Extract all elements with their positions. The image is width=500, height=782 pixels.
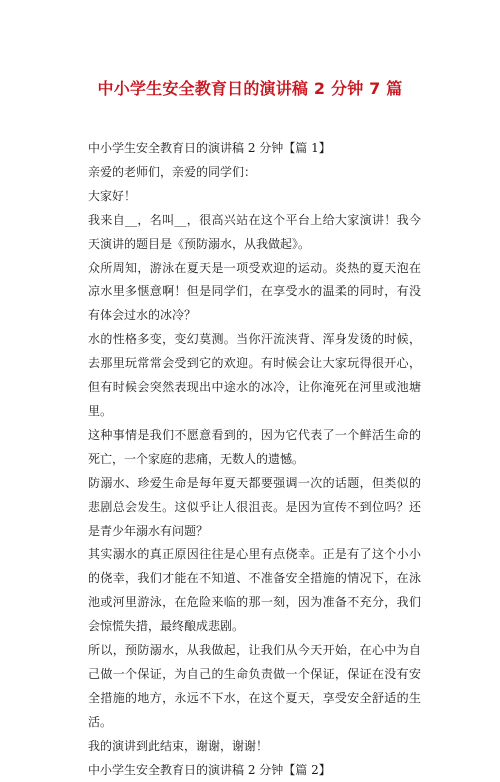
- greeting: 大家好！: [88, 188, 137, 203]
- paragraph: 防溺水、珍爱生命是每年夏天都要强调一次的话题，但类似的悲剧总会发生。这似乎让人很沮丧。是因为宣传不到位吗？还是青少年溺水有问题？: [88, 475, 421, 538]
- paragraph: 众所周知，游泳在夏天是一项受欢迎的运动。炎热的夏天泡在凉水里多惬意啊！但是同学们，在享受水的温柔的同时，有没有体会过水的冰冷？: [88, 260, 421, 323]
- paragraph: 所以，预防溺水，从我做起，让我们从今天开始，在心中为自己做一个保证，为自己的生命负责做一个保证，保证在没有安全措施的地方，永远不下水，在这个夏天，享受安全舒适的生活。: [88, 643, 421, 729]
- document-body: [88, 137, 421, 782]
- paragraph: 其实溺水的真正原因往往是心里有点侥幸。正是有了这个小小的侥幸，我们才能在不知道、不准备安全措施的情况下，在泳池或河里游泳，在危险来临的那一刻，因为准备不充分，我们会惊慌失措，最终酿成悲剧。: [88, 547, 421, 634]
- paragraph: 这种事情是我们不愿意看到的，因为它代表了一个鲜活生命的死亡，一个家庭的悲痛，无数人的遗憾。: [88, 427, 421, 466]
- closing: 我的演讲到此结束，谢谢，谢谢！: [88, 738, 269, 753]
- section-heading: 中小学生安全教育日的演讲稿 2 分钟【篇 1】: [88, 141, 331, 155]
- salutation: 亲爱的老师们，亲爱的同学们：: [88, 164, 257, 179]
- section-heading: 中小学生安全教育日的演讲稿 2 分钟【篇 2】: [88, 762, 331, 777]
- document-title: 中小学生安全教育日的演讲稿 2 分钟 7 篇: [97, 79, 403, 98]
- paragraph: 水的性格多变，变幻莫测。当你汗流浃背、浑身发烫的时候，去那里玩常常会受到它的欢迎。有时候会让大家玩得很开心，但有时候会突然表现出中途水的冰冷，让你淹死在河里或池塘里。: [88, 332, 421, 418]
- paragraph: 我来自__，名叫__，很高兴站在这个平台上给大家演讲！我今天演讲的题目是《预防溺水，从我做起》。: [88, 212, 421, 251]
